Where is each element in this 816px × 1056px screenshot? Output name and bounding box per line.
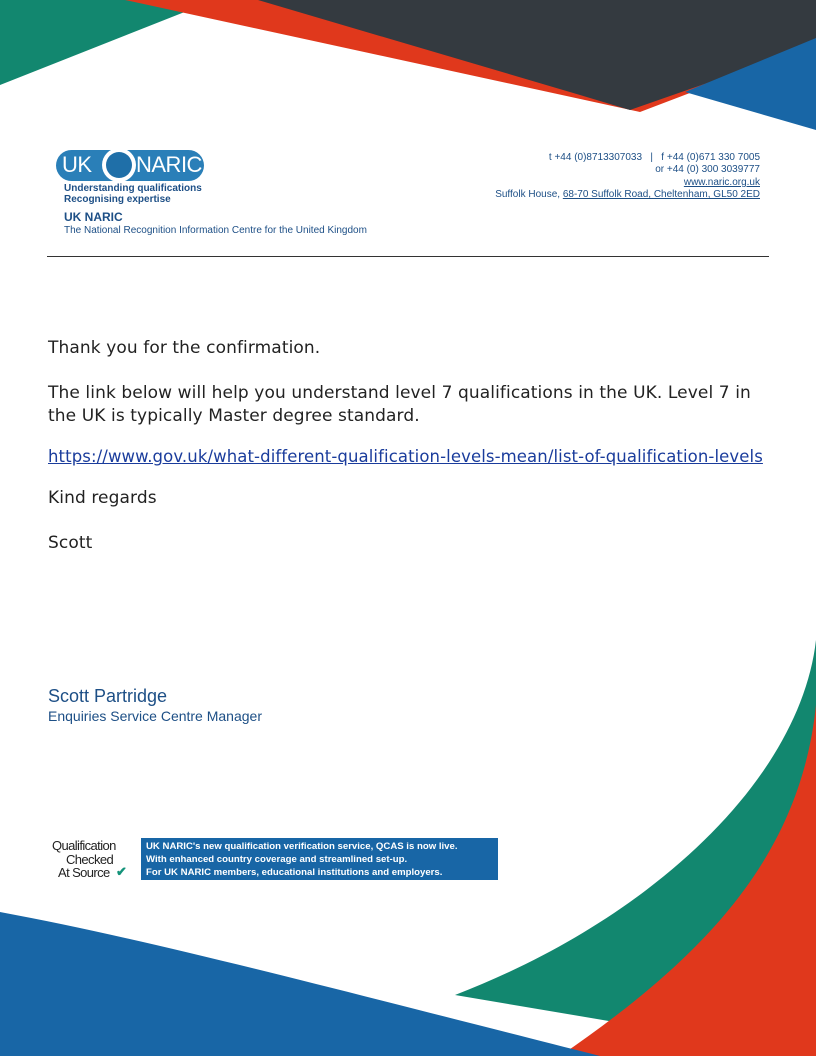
qcas-banner-text [146,840,458,879]
globe-inner [106,152,132,178]
signature-title: Enquiries Service Centre Manager [48,708,262,724]
check-icon: ✔ [116,864,127,879]
letter-para-confirmation: Thank you for the confirmation. [48,338,321,358]
logo-naric-text: NARIC [136,152,202,177]
qcas-banner-line-1: UK NARIC's new qualification verification service, QCAS is now live. [146,841,458,852]
org-full-name: The National Recognition Information Centre for the United Kingdom [64,225,367,236]
qcas-banner[interactable] [141,838,498,880]
contact-alt-phone: or +44 (0) 300 3039777 [655,164,760,175]
letter-signoff: Scott [48,533,93,553]
contact-website [684,177,760,189]
address-link[interactable]: 68-70 Suffolk Road, Cheltenham, GL50 2ED [562,189,760,200]
org-name: UK NARIC [64,210,123,224]
qcas-logo-line-2: Checked [66,852,114,867]
globe-icon [102,148,136,182]
website-link[interactable]: www.naric.org.uk [683,177,760,188]
letter-link-line [48,445,778,469]
tagline-recognising: Recognising expertise [64,194,171,205]
letter-closing: Kind regards [48,488,157,508]
tagline-understanding: Understanding qualifications [64,183,202,194]
header-divider [47,256,769,257]
logo-uk-text: UK [62,152,92,177]
qualification-levels-link[interactable]: https://www.gov.uk/what-different-qualification-levels-mean/list-of-qualification-levels [48,447,763,466]
qcas-banner-line-3: For UK NARIC members, educational institutions and employers. [146,867,443,878]
qcas-logo-line-1: Qualification [52,838,116,853]
letter-para-level7: The link below will help you understand level 7 qualifications in the UK. Level 7 in the UK is typically Master degree standard. [48,383,751,426]
qcas-banner-line-2: With enhanced country coverage and streamlined set-up. [146,854,408,865]
qcas-logo[interactable] [48,838,142,880]
contact-phone-line: t +44 (0)8713307033 | f +44 (0)671 330 7005 [548,152,760,163]
qcas-logo-line-3: At Source [58,865,110,880]
contact-address [495,189,760,201]
address-prefix: Suffolk House, [495,189,561,200]
signature-name: Scott Partridge [48,686,168,706]
